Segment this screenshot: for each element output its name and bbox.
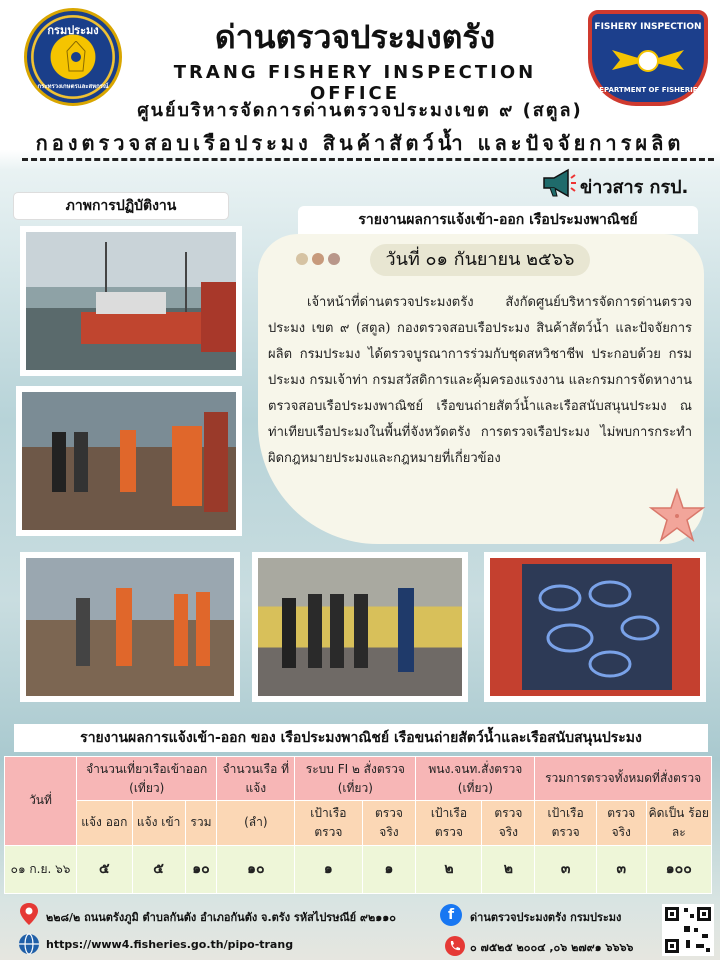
stats-table — [4, 756, 712, 894]
cell-officer-actual: ๒ — [482, 845, 535, 893]
photo-inspection-team-dock — [16, 386, 242, 536]
footer-website[interactable]: https://www4.fisheries.go.th/pipo-trang — [46, 938, 294, 951]
badge-bottom-text: DEPARTMENT OF FISHERIES — [593, 86, 703, 94]
seal-bottom-text: กระทรวงเกษตรและสหกรณ์ — [37, 83, 109, 90]
subtitle-center: ศูนย์บริหารจัดการด่านตรวจประมงเขต ๙ (สตูล) — [137, 100, 583, 121]
cell-boats: ๑๐ — [217, 845, 295, 893]
fishery-inspection-badge — [588, 10, 708, 106]
warehouse-graphic — [258, 558, 462, 696]
row-date: ๐๑ ก.ย. ๖๖ — [5, 845, 77, 893]
facebook-icon[interactable]: f — [440, 904, 462, 926]
qr-code[interactable] — [662, 904, 714, 956]
footer-phone: ๐ ๗๕๒๕ ๒๐๐๔ ,๐๖ ๒๗๙๑ ๖๖๖๖ — [470, 941, 634, 954]
subheader-total-target: เป้าเรือ ตรวจ — [535, 801, 597, 845]
report-body — [268, 290, 692, 472]
report-card — [258, 234, 704, 544]
photo-team-warehouse — [252, 552, 468, 702]
news-label-text: ข่าวสาร กรป. — [580, 177, 689, 198]
subheader-fi2-target: เป้าเรือ ตรวจ — [295, 801, 362, 845]
subheader-out: แจ้ง ออก — [77, 801, 133, 845]
photo-fish-hold — [484, 552, 706, 702]
header-total: รวมการตรวจทั้งหมดที่สั่งตรวจ — [535, 757, 712, 801]
cell-out: ๕ — [77, 845, 133, 893]
cell-fi2-target: ๑ — [295, 845, 362, 893]
decorative-dots — [296, 250, 344, 269]
badge-top-text: FISHERY INSPECTION — [594, 22, 702, 32]
cell-sum: ๑๐ — [185, 845, 217, 893]
header-day: วันที่ — [5, 757, 77, 846]
subheader-total-actual: ตรวจ จริง — [596, 801, 646, 845]
cell-fi2-actual: ๑ — [362, 845, 416, 893]
footer-facebook[interactable]: ด่านตรวจประมงตรัง กรมประมง — [470, 911, 622, 924]
seal-top-text: กรมประมง — [47, 24, 99, 37]
news-label — [540, 168, 700, 200]
wings-icon — [610, 46, 686, 76]
subheader-in: แจ้ง เข้า — [132, 801, 185, 845]
megaphone-icon — [540, 168, 576, 198]
location-pin-icon — [18, 902, 40, 926]
subtitle-division: กองตรวจสอบเรือประมง สินค้าสัตว์น้ำ และปัจจัยการผลิต — [35, 131, 685, 155]
photo-boat — [20, 226, 242, 376]
report-date: วันที่ ๐๑ กันยายน ๒๕๖๖ — [370, 244, 590, 276]
subheader-unit: (ลำ) — [217, 801, 295, 845]
cell-total-target: ๓ — [535, 845, 597, 893]
subheader-total-percent: คิดเป็น ร้อยละ — [646, 801, 711, 845]
header-boats: จำนวนเรือ ที่แจ้ง — [217, 757, 295, 801]
fish-hold-graphic — [490, 558, 700, 696]
page-title-en: TRANG FISHERY INSPECTION OFFICE — [173, 62, 537, 104]
subheader-fi2-actual: ตรวจ จริง — [362, 801, 416, 845]
report-section-label: รายงานผลการแจ้งเข้า-ออก เรือประมงพาณิชย์ — [298, 206, 698, 234]
phone-icon — [444, 934, 466, 958]
cell-total-actual: ๓ — [596, 845, 646, 893]
header-fi2: ระบบ FI ๒ สั่งตรวจ (เที่ยว) — [295, 757, 416, 801]
cell-officer-target: ๒ — [416, 845, 482, 893]
header-officer: พนง.จนท.สั่งตรวจ (เที่ยว) — [416, 757, 535, 801]
starfish-icon — [648, 488, 706, 544]
subheader-officer-actual: ตรวจ จริง — [482, 801, 535, 845]
briefing-graphic — [26, 558, 234, 696]
header-divider — [22, 158, 714, 161]
qr-code-graphic — [662, 904, 714, 956]
cell-in: ๕ — [132, 845, 185, 893]
seal-emblem-icon — [61, 41, 91, 77]
subheader-sum: รวม — [185, 801, 217, 845]
cell-total-percent: ๑๐๐ — [646, 845, 711, 893]
header-trips: จำนวนเที่ยวเรือเข้าออก (เที่ยว) — [77, 757, 217, 801]
globe-icon — [18, 932, 40, 956]
page-title: ด่านตรวจประมงตรัง — [214, 18, 496, 56]
photos-section-label: ภาพการปฏิบัติงาน — [14, 193, 228, 219]
department-of-fisheries-seal — [24, 8, 122, 106]
footer-address: ๒๒๘/๒ ถนนตรังภูมิ ตำบลกันตัง อำเภอกันตัง จ.ตรัง รหัสไปรษณีย์ ๙๒๑๑๐ — [46, 911, 396, 924]
report-body-text: เจ้าหน้าที่ด่านตรวจประมงตรัง สังกัดศูนย์บริหารจัดการด่านตรวจประมง เขต ๙ (สตูล) กองตรวจสอบเรือประมง สินค้าสัตว์น้ำ และปัจจัยการผลิต กรมประมง ได้ตรวจบูรณาการร่วมกับชุดสหวิชาชีพ ประกอบด้วย กรมประมง กรมเจ้าท่า กรมสวัสดิการและคุ้มครองแรงงาน และกรมการจัดหางาน ตรวจสอบเรือประมงพาณิชย์ เรือขนถ่ายสัตว์น้ำและเรือสนับสนุนประมง ณ ท่าเทียบเรือประมงในพื้นที่จังหวัดตรัง การตรวจเรือประมง ไม่พบการกระทำผิดกฎหมายประมงและกฎหมายที่เกี่ยวข้อง — [268, 295, 692, 466]
team-graphic — [22, 392, 236, 530]
boat-graphic — [26, 232, 236, 370]
table-title: รายงานผลการแจ้งเข้า-ออก ของ เรือประมงพาณิชย์ เรือขนถ่ายสัตว์น้ำและเรือสนับสนุนประมง — [14, 724, 708, 752]
subheader-officer-target: เป้าเรือ ตรวจ — [416, 801, 482, 845]
photo-team-briefing — [20, 552, 240, 702]
footer — [0, 898, 720, 960]
